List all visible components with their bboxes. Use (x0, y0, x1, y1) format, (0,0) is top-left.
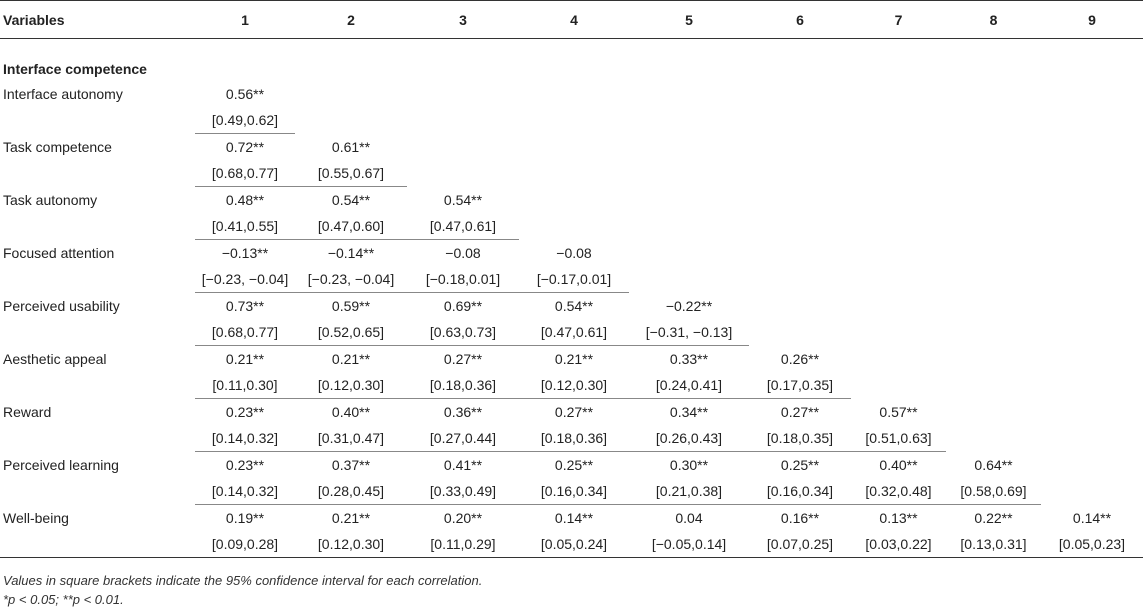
confidence-interval: [0.12,0.30] (295, 372, 407, 399)
header-col-4: 4 (519, 1, 629, 39)
empty-cell (946, 319, 1041, 346)
correlation-value: 0.36** (443, 404, 483, 420)
correlation-value: −0.08 (556, 244, 592, 261)
table-body (0, 39, 1143, 558)
note-significance: *p < 0.05; **p < 0.01. (3, 592, 124, 607)
correlation-value (946, 399, 1041, 426)
correlation-value (851, 346, 946, 373)
correlation-value (519, 81, 629, 107)
correlation-value (519, 187, 629, 214)
confidence-interval: [0.05,0.23] (1041, 531, 1143, 558)
correlation-value (1041, 187, 1143, 214)
confidence-interval: [0.12,0.30] (519, 372, 629, 399)
row-variable-name: Well-being (3, 509, 69, 526)
confidence-interval: [−0.23, −0.04] (295, 266, 407, 293)
empty-cell (946, 160, 1041, 187)
confidence-interval: [0.14,0.32] (195, 425, 295, 452)
empty-cell (946, 213, 1041, 240)
correlation-value (749, 240, 851, 267)
correlation-value (1041, 81, 1143, 107)
correlation-value: 0.54** (331, 192, 371, 208)
correlation-value (749, 187, 851, 214)
empty-cell (851, 213, 946, 240)
confidence-interval: [0.55,0.67] (295, 160, 407, 187)
confidence-interval: [0.47,0.61] (519, 319, 629, 346)
row-variable-name: Perceived learning (3, 456, 119, 473)
correlation-value (946, 293, 1041, 320)
correlation-value (407, 134, 519, 161)
correlation-value (1041, 293, 1143, 320)
note-ci: Values in square brackets indicate the 95% confidence interval for each correlation. (3, 573, 483, 588)
empty-cell (1041, 372, 1143, 399)
correlation-value: 0.72** (225, 139, 265, 155)
empty-cell (851, 107, 946, 134)
correlation-value (519, 134, 629, 161)
correlation-value (295, 81, 407, 107)
empty-cell (749, 266, 851, 293)
header-col-8: 8 (946, 1, 1041, 39)
correlation-value: 0.19** (225, 510, 265, 526)
correlation-value: −0.22** (665, 297, 713, 314)
confidence-interval: [0.47,0.61] (407, 213, 519, 240)
confidence-interval: [0.16,0.34] (519, 478, 629, 505)
correlation-value: 0.59** (331, 298, 371, 314)
correlation-value: 0.23** (225, 404, 265, 420)
empty-cell (295, 107, 407, 134)
correlation-value: −0.08 (445, 245, 481, 261)
correlation-value: 0.21** (331, 510, 371, 526)
correlation-value (749, 81, 851, 107)
confidence-interval: [0.09,0.28] (195, 531, 295, 558)
correlation-value (749, 134, 851, 161)
header-col-6: 6 (749, 1, 851, 39)
correlation-value: 0.21** (225, 351, 265, 367)
correlation-value (946, 240, 1041, 267)
header-col-9: 9 (1041, 1, 1143, 39)
table-row (0, 81, 1143, 107)
correlation-value: 0.26** (780, 350, 820, 367)
table-row (0, 505, 1143, 532)
empty-cell (1041, 107, 1143, 134)
correlation-value (946, 346, 1041, 373)
correlation-value (629, 187, 749, 214)
correlation-value: 0.25** (554, 457, 594, 473)
correlation-value (851, 134, 946, 161)
confidence-interval: [0.51,0.63] (851, 425, 946, 452)
confidence-interval: [0.18,0.36] (519, 425, 629, 452)
correlation-value: 0.14** (1072, 509, 1112, 526)
empty-cell (1041, 478, 1143, 505)
confidence-interval: [0.41,0.55] (195, 213, 295, 240)
confidence-interval: [0.16,0.34] (749, 478, 851, 505)
empty-cell (946, 107, 1041, 134)
confidence-interval: [0.58,0.69] (946, 478, 1041, 505)
correlation-value: 0.61** (331, 138, 371, 155)
table-row-ci (0, 213, 1143, 240)
row-variable-name: Perceived usability (3, 297, 120, 314)
empty-cell (851, 319, 946, 346)
table-notes (3, 571, 482, 609)
correlation-value (749, 293, 851, 320)
correlation-value: 0.22** (974, 510, 1013, 526)
correlation-value: 0.64** (974, 456, 1013, 473)
correlation-value: 0.73** (225, 298, 265, 314)
correlation-value: 0.20** (443, 510, 483, 526)
confidence-interval: [0.11,0.30] (195, 372, 295, 399)
confidence-interval: [0.18,0.35] (749, 425, 851, 452)
correlation-value: 0.33** (669, 351, 709, 367)
confidence-interval: [0.33,0.49] (407, 478, 519, 505)
correlation-value: 0.04 (675, 510, 703, 526)
correlation-value (851, 81, 946, 107)
correlation-value: 0.54** (443, 191, 483, 208)
empty-cell (749, 213, 851, 240)
correlation-value (1041, 134, 1143, 161)
empty-cell (407, 160, 519, 187)
correlation-value (851, 293, 946, 320)
confidence-interval: [0.32,0.48] (851, 478, 946, 505)
empty-cell (519, 160, 629, 187)
confidence-interval: [0.31,0.47] (295, 425, 407, 452)
empty-cell (946, 425, 1041, 452)
correlation-value: −0.14** (327, 245, 375, 261)
empty-cell (851, 372, 946, 399)
correlation-value (629, 134, 749, 161)
correlation-value: 0.25** (780, 457, 820, 473)
row-variable-name: Aesthetic appeal (3, 350, 107, 367)
empty-cell (1041, 425, 1143, 452)
confidence-interval: [0.28,0.45] (295, 478, 407, 505)
correlation-value: 0.30** (669, 457, 709, 473)
correlation-value: 0.69** (443, 298, 483, 314)
confidence-interval: [0.12,0.30] (295, 531, 407, 558)
table-row (0, 346, 1143, 373)
correlation-value: 0.21** (554, 351, 594, 367)
correlation-value: 0.27** (554, 404, 594, 420)
correlation-value (851, 240, 946, 267)
correlation-value: 0.41** (443, 457, 483, 473)
confidence-interval: [0.63,0.73] (407, 319, 519, 346)
correlation-value: 0.27** (443, 351, 483, 367)
empty-cell (851, 266, 946, 293)
correlation-value: 0.21** (331, 351, 371, 367)
table-row-ci (0, 372, 1143, 399)
row-variable-name: Reward (3, 403, 52, 420)
empty-cell (629, 266, 749, 293)
empty-cell (749, 319, 851, 346)
correlation-value (1041, 240, 1143, 267)
correlation-value (629, 240, 749, 267)
confidence-interval: [0.13,0.31] (946, 531, 1041, 558)
table-row (0, 452, 1143, 479)
empty-cell (749, 107, 851, 134)
correlation-value (851, 187, 946, 214)
confidence-interval: [−0.23, −0.04] (195, 266, 295, 293)
empty-cell (851, 160, 946, 187)
table-row-ci (0, 319, 1143, 346)
table-row-ci (0, 107, 1143, 134)
confidence-interval: [−0.31, −0.13] (629, 319, 749, 346)
correlation-value: 0.13** (879, 510, 918, 526)
correlation-value (1041, 399, 1143, 426)
header-col-7: 7 (851, 1, 946, 39)
correlation-value: 0.27** (780, 404, 820, 420)
confidence-interval: [−0.05,0.14] (629, 531, 749, 558)
table-row (0, 134, 1143, 161)
header-variables: Variables (0, 1, 195, 39)
section-heading: Interface competence (3, 61, 147, 77)
correlation-value (946, 187, 1041, 214)
table-row (0, 399, 1143, 426)
empty-cell (519, 107, 629, 134)
confidence-interval: [0.05,0.24] (519, 531, 629, 558)
empty-cell (1041, 160, 1143, 187)
confidence-interval: [−0.17,0.01] (519, 266, 629, 293)
correlation-value: 0.37** (331, 457, 371, 473)
empty-cell (519, 213, 629, 240)
confidence-interval: [0.11,0.29] (407, 531, 519, 558)
table-row (0, 187, 1143, 214)
correlation-value (629, 81, 749, 107)
empty-cell (407, 107, 519, 134)
table-row-ci (0, 266, 1143, 293)
confidence-interval: [0.21,0.38] (629, 478, 749, 505)
correlation-value: 0.57** (879, 403, 918, 420)
table-row-ci (0, 478, 1143, 505)
row-variable-name: Focused attention (3, 244, 115, 261)
correlation-value: 0.23** (225, 457, 265, 473)
table-header (0, 1, 1143, 39)
confidence-interval: [0.18,0.36] (407, 372, 519, 399)
row-variable-name: Interface autonomy (3, 86, 123, 102)
correlation-value (1041, 346, 1143, 373)
confidence-interval: [0.47,0.60] (295, 213, 407, 240)
confidence-interval: [0.26,0.43] (629, 425, 749, 452)
table-row (0, 293, 1143, 320)
confidence-interval: [0.68,0.77] (195, 319, 295, 346)
empty-cell (1041, 213, 1143, 240)
correlation-value (946, 134, 1041, 161)
row-variable-name: Task autonomy (3, 191, 98, 208)
table-row-ci (0, 160, 1143, 187)
correlation-value: 0.54** (554, 298, 594, 314)
correlation-value (407, 81, 519, 107)
empty-cell (946, 266, 1041, 293)
correlation-value (946, 81, 1041, 107)
empty-cell (1041, 319, 1143, 346)
confidence-interval: [0.17,0.35] (749, 372, 851, 399)
table-row-ci (0, 425, 1143, 452)
confidence-interval: [0.03,0.22] (851, 531, 946, 558)
confidence-interval: [0.52,0.65] (295, 319, 407, 346)
row-variable-name: Task competence (3, 138, 112, 155)
correlation-value: −0.13** (221, 245, 269, 261)
table-row (0, 240, 1143, 267)
empty-cell (629, 107, 749, 134)
empty-cell (946, 372, 1041, 399)
correlation-value: 0.48** (225, 192, 265, 208)
empty-cell (749, 160, 851, 187)
header-col-3: 3 (407, 1, 519, 39)
correlation-value: 0.34** (669, 404, 709, 420)
correlation-value: 0.16** (780, 510, 820, 526)
header-col-5: 5 (629, 1, 749, 39)
correlation-value (1041, 452, 1143, 479)
empty-cell (1041, 266, 1143, 293)
header-col-2: 2 (295, 1, 407, 39)
correlation-value: 0.56** (225, 86, 265, 102)
confidence-interval: [−0.18,0.01] (407, 266, 519, 293)
confidence-interval: [0.24,0.41] (629, 372, 749, 399)
header-col-1: 1 (195, 1, 295, 39)
confidence-interval: [0.07,0.25] (749, 531, 851, 558)
empty-cell (629, 160, 749, 187)
table-row-ci (0, 531, 1143, 558)
confidence-interval: [0.68,0.77] (195, 160, 295, 187)
empty-cell (629, 213, 749, 240)
confidence-interval: [0.27,0.44] (407, 425, 519, 452)
correlation-value: 0.40** (331, 404, 371, 420)
confidence-interval: [0.49,0.62] (195, 107, 295, 134)
confidence-interval: [0.14,0.32] (195, 478, 295, 505)
correlation-value: 0.14** (554, 510, 594, 526)
correlation-value: 0.40** (879, 457, 918, 473)
